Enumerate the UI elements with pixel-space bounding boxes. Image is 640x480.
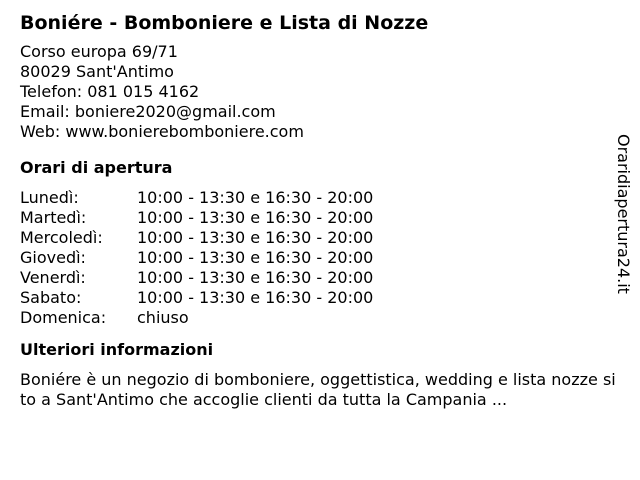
- email-address: Email: boniere2020@gmail.com: [20, 102, 276, 121]
- contact-block: [20, 42, 600, 142]
- hours-day: Lunedì:: [20, 188, 79, 207]
- hours-day: Sabato:: [20, 288, 82, 307]
- hours-time: 10:00 - 13:30 e 16:30 - 20:00: [137, 188, 374, 207]
- phone-number: Telefon: 081 015 4162: [20, 82, 200, 101]
- hours-day: Giovedì:: [20, 248, 86, 267]
- hours-time: 10:00 - 13:30 e 16:30 - 20:00: [137, 208, 374, 227]
- hours-day: Mercoledì:: [20, 228, 103, 247]
- shop-details: [20, 10, 616, 410]
- hours-time: 10:00 - 13:30 e 16:30 - 20:00: [137, 268, 374, 287]
- hours-day: Martedì:: [20, 208, 87, 227]
- hours-row-tuesday: [20, 208, 600, 228]
- brand-watermark: Oraridiapertura24.it: [614, 134, 633, 294]
- hours-day: Venerdì:: [20, 268, 86, 287]
- info-description: Boniére è un negozio di bomboniere, oggettistica, wedding e lista nozze sito a Sant'Antimo che accoglie clienti da tutta la Campania ...: [20, 370, 616, 409]
- hours-row-wednesday: [20, 228, 600, 248]
- hours-time: 10:00 - 13:30 e 16:30 - 20:00: [137, 228, 374, 247]
- hours-row-saturday: [20, 288, 600, 308]
- hours-row-monday: [20, 188, 600, 208]
- hours-heading: Orari di apertura: [20, 158, 173, 177]
- hours-time: 10:00 - 13:30 e 16:30 - 20:00: [137, 248, 374, 267]
- info-heading: Ulteriori informazioni: [20, 340, 214, 359]
- hours-time: 10:00 - 13:30 e 16:30 - 20:00: [137, 288, 374, 307]
- hours-row-sunday: [20, 308, 600, 328]
- hours-row-friday: [20, 268, 600, 288]
- opening-hours-list: [20, 188, 600, 328]
- website-address: Web: www.bonierebomboniere.com: [20, 122, 304, 141]
- address-street: Corso europa 69/71: [20, 42, 178, 61]
- address-city: 80029 Sant'Antimo: [20, 62, 174, 81]
- hours-row-thursday: [20, 248, 600, 268]
- hours-time: chiuso: [137, 308, 189, 327]
- hours-day: Domenica:: [20, 308, 107, 327]
- page-title: Boniére - Bomboniere e Lista di Nozze: [20, 12, 429, 34]
